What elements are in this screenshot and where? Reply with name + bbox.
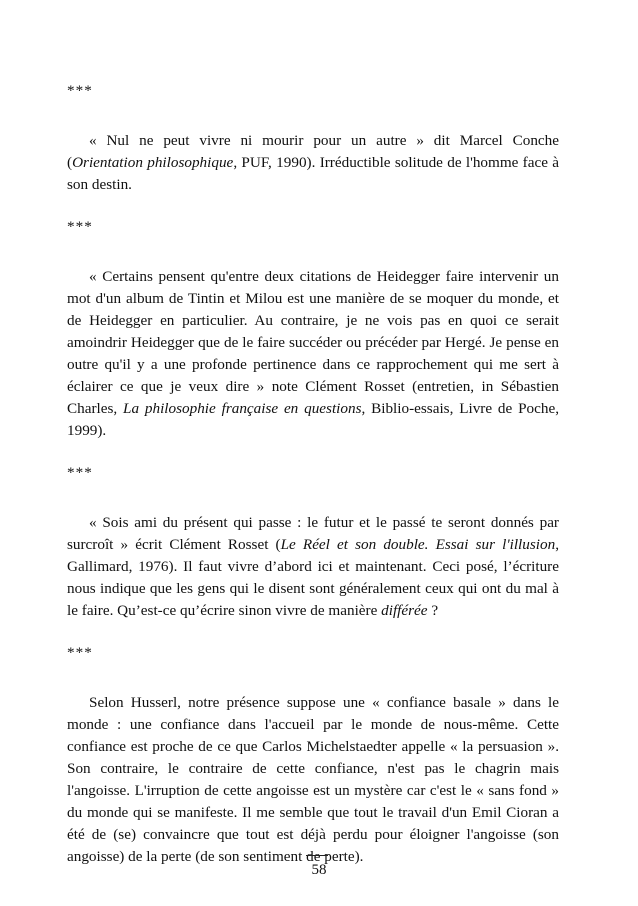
section-separator: *** [67,644,93,661]
text-run: , Biblio-essais, Livre de Poche, 1999). [67,400,559,439]
footer-rule [306,855,328,856]
text-run: « Certains pensent qu'entre deux citations de Heidegger faire intervenir un mot d'un album de Tintin et Milou est une manière de se moquer du monde, et de Heidegger en particulier. Au contraire, je ne vois pas en quoi ce serait amoindrir Heidegger que de le faire succéder ou précéder par Hergé. Je pense en outre qu'il y a une profonde pertinence dans ce rapprochement qui me sert à éclairer ce que je veux dire » note Clément Rosset (entretien, in Sébastien Charles, [67,268,559,417]
page-number: 58 [311,862,327,878]
text-run: ? [427,602,439,619]
text-run-italic: Orientation philosophique [72,154,234,171]
text-run-italic: Le Réel et son double. Essai sur l'illusion [280,536,556,553]
page-content [67,80,559,888]
text-run-italic: différée [381,602,428,619]
text-run: « Sois ami du présent qui passe : le futur et le passé te seront donnés par surcroît » écrit Clément Rosset ( [67,514,559,553]
text-run: « Nul ne peut vivre ni mourir pour un autre » dit Marcel Conche ( [67,132,559,171]
section-separator: *** [67,464,93,481]
paragraph-heidegger [67,266,559,442]
paragraph-husserl [67,692,559,868]
text-run: , Gallimard, 1976). Il faut vivre d’abord ici et maintenant. Ceci posé, l’écriture nous indique que les gens qui le disent sont généralement ceux qui ont du mal à le faire. Qu’est-ce qu’écrire sinon vivre de manière [67,536,559,619]
paragraph-rosset [67,512,559,622]
text-run: , PUF, 1990). Irréductible solitude de l'homme face à son destin. [67,154,560,193]
paragraph-conche [67,130,559,196]
section-separator: *** [67,82,93,99]
text-run-italic: La philosophie française en questions [123,400,362,417]
text-run: Selon Husserl, notre présence suppose une « confiance basale » dans le monde : une confiance dans l'accueil par le monde de nous-même. Cette confiance est proche de ce que Carlos Michelstaedter appelle « la persuasion ». Son contraire, le contraire de cette confiance, n'est pas le chagrin mais l'angoisse. L'irruption de cette angoisse est un mystère car c'est le « sans fond » du monde qui se manifeste. Il me semble que tout le travail d'un Emil Cioran a été de (se) convaincre que tout est déjà perdu pour éloigner l'angoisse (son angoisse) de la perte (de son sentiment de perte). [67,694,559,865]
section-separator: *** [67,218,93,235]
